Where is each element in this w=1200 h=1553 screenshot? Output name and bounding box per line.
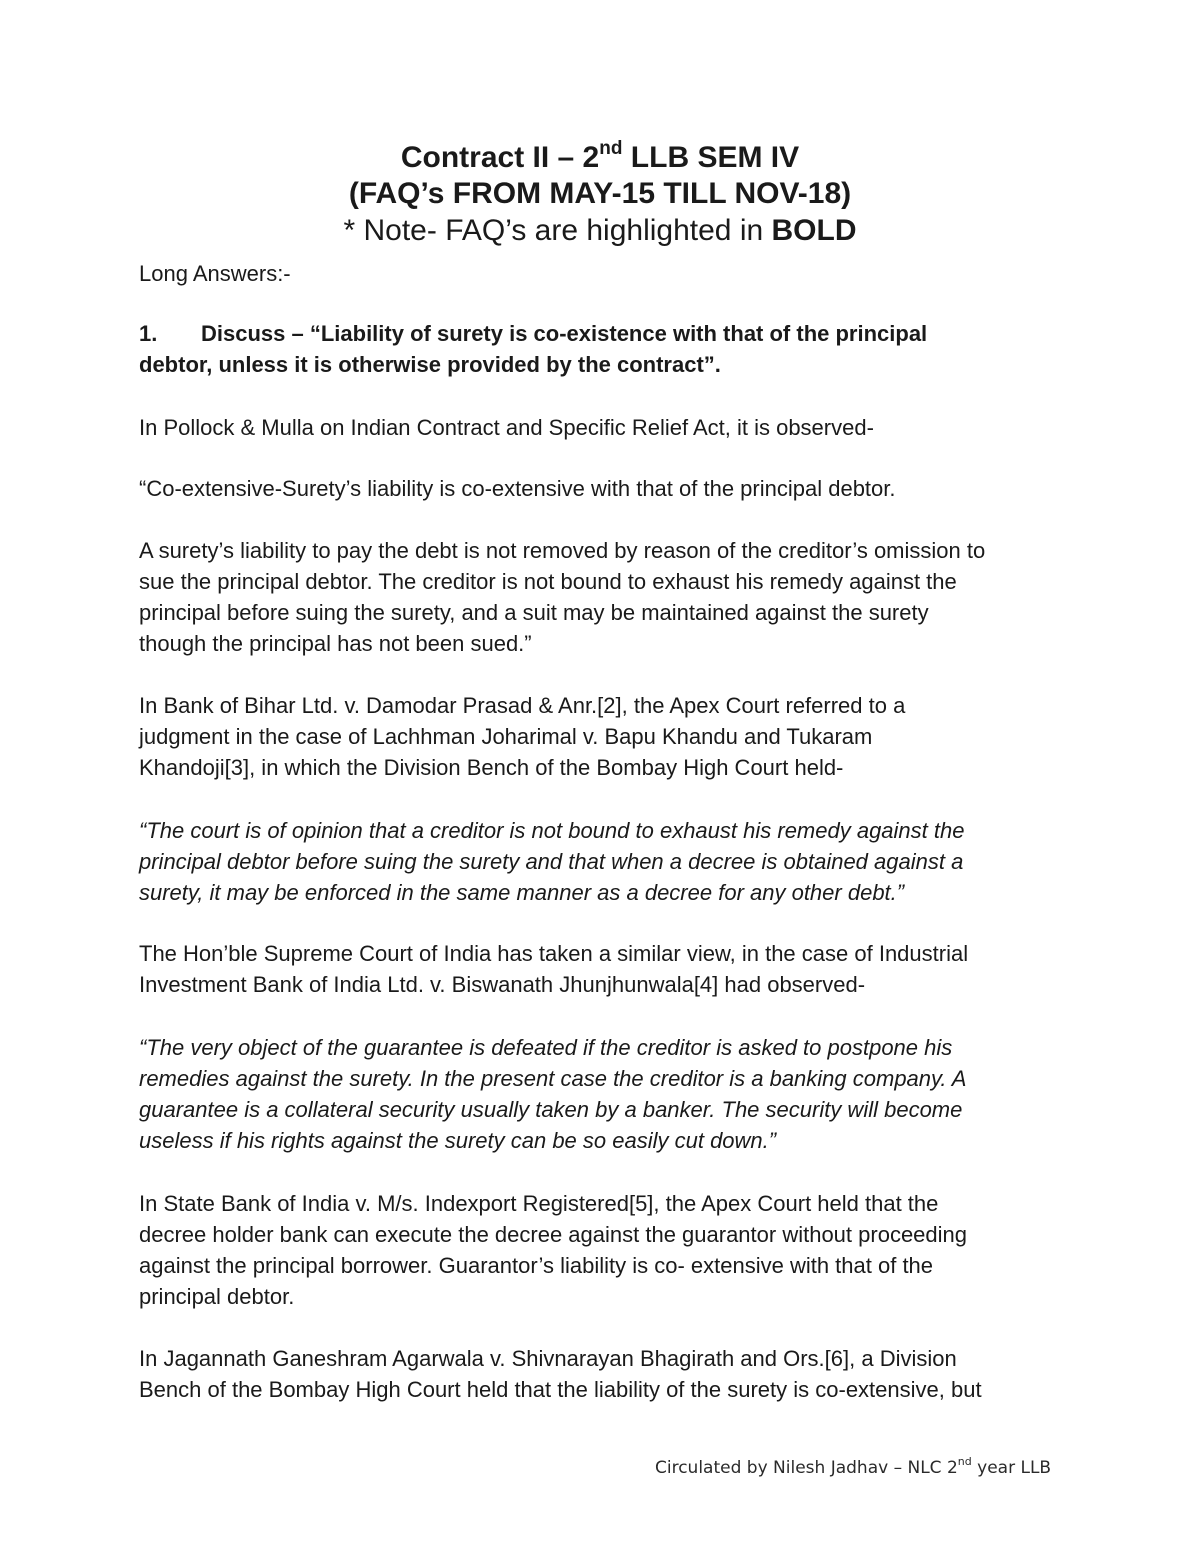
text-line: though the principal has not been sued.” — [139, 631, 532, 656]
text-line: principal debtor. — [139, 1284, 295, 1309]
footer-superscript: nd — [957, 1455, 972, 1468]
document-subtitle: (FAQ’s FROM MAY-15 TILL NOV-18) — [348, 177, 852, 210]
text-line: judgment in the case of Lachhman Joharimal v. Bapu Khandu and Tukaram — [139, 724, 873, 749]
text-line: guarantee is a collateral security usually taken by a banker. The security will become — [139, 1097, 963, 1122]
text-line: In Bank of Bihar Ltd. v. Damodar Prasad & Anr.[2], the Apex Court referred to a — [139, 693, 906, 718]
title-superscript: nd — [599, 138, 623, 159]
text-line: “The court is of opinion that a creditor is not bound to exhaust his remedy against the — [139, 818, 965, 843]
note-bold: BOLD — [771, 214, 857, 247]
paragraph-supreme-court — [139, 938, 1069, 1000]
paragraph-coextensive — [139, 473, 1069, 504]
paragraph-jagannath — [139, 1343, 1069, 1405]
text-line: “The very object of the guarantee is defeated if the creditor is asked to postpone his — [139, 1035, 953, 1060]
paragraph-bank-of-bihar — [139, 690, 1069, 783]
quote-bombay-high-court — [139, 815, 1069, 908]
document-title: Contract II – 2nd LLB SEM IV — [400, 138, 800, 174]
text-line: principal before suing the surety, and a suit may be maintained against the surety — [139, 600, 929, 625]
paragraph-state-bank — [139, 1188, 1069, 1312]
text-line: “Co-extensive-Surety’s liability is co-extensive with that of the principal debtor. — [139, 476, 896, 501]
quote-guarantee — [139, 1032, 1069, 1156]
text-line: sue the principal debtor. The creditor is not bound to exhaust his remedy against the — [139, 569, 957, 594]
page-footer: Circulated by Nilesh Jadhav – NLC 2nd year LLB — [655, 1455, 1052, 1478]
text-line: Bench of the Bombay High Court held that the liability of the surety is co-extensive, but — [139, 1377, 982, 1402]
note-line: * Note- FAQ’s are highlighted in BOLD — [343, 214, 857, 247]
text-line: useless if his rights against the surety can be so easily cut down.” — [139, 1128, 777, 1153]
text-line: principal debtor before suing the surety and that when a decree is obtained against a — [139, 849, 964, 874]
text-line: The Hon’ble Supreme Court of India has taken a similar view, in the case of Industrial — [139, 941, 969, 966]
text-line: against the principal borrower. Guarantor’s liability is co- extensive with that of the — [139, 1253, 934, 1278]
question-number: 1. — [139, 321, 158, 346]
question-1 — [139, 318, 1069, 380]
text-line: In Jagannath Ganeshram Agarwala v. Shivnarayan Bhagirath and Ors.[6], a Division — [139, 1346, 957, 1371]
text-line: In State Bank of India v. M/s. Indexport Registered[5], the Apex Court held that the — [139, 1191, 939, 1216]
title-block — [0, 140, 1200, 250]
text-line: Investment Bank of India Ltd. v. Biswanath Jhunjhunwala[4] had observed- — [139, 972, 866, 997]
text-line: Khandoji[3], in which the Division Bench of the Bombay High Court held- — [139, 755, 844, 780]
question-line: debtor, unless it is otherwise provided by the contract”. — [139, 352, 721, 377]
text-line: In Pollock & Mulla on Indian Contract and Specific Relief Act, it is observed- — [139, 415, 874, 440]
long-answers-label: Long Answers:- — [139, 261, 291, 286]
paragraph-pollock — [139, 412, 1069, 443]
text-line: A surety’s liability to pay the debt is not removed by reason of the creditor’s omission to — [139, 538, 986, 563]
paragraph-surety-liability — [139, 535, 1069, 659]
question-line: 1. Discuss – “Liability of surety is co-existence with that of the principal — [139, 318, 1069, 349]
text-line: surety, it may be enforced in the same manner as a decree for any other debt.” — [139, 880, 905, 905]
text-line: decree holder bank can execute the decree against the guarantor without proceeding — [139, 1222, 968, 1247]
text-line: remedies against the surety. In the present case the creditor is a banking company. A — [139, 1066, 967, 1091]
